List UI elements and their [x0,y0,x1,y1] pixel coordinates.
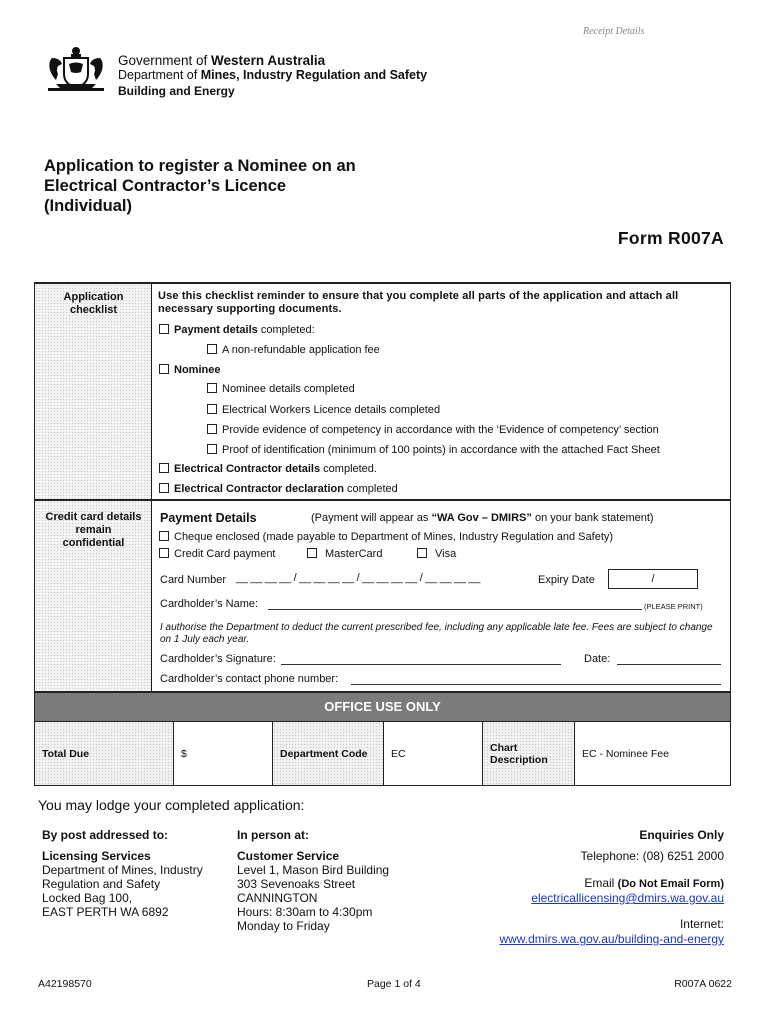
lodge-intro: You may lodge your completed application: [38,797,305,813]
cardholder-name-label: Cardholder’s Name: [160,598,259,610]
signature-label: Cardholder’s Signature: [160,653,276,665]
application-checklist-section [34,282,731,500]
payment-heading: Payment Details [160,511,257,525]
department-code-label: Department Code [273,722,384,785]
checklist-item-identification[interactable]: Proof of identification (minimum of 100 points) in accordance with the attached Fact Sheet [207,444,660,456]
credit-card-option[interactable]: Credit Card payment [159,548,276,560]
checkbox[interactable] [159,483,169,493]
authorisation-text: I authorise the Department to deduct the current prescribed fee, including any applicable late fee. Fees are subject to change on 1 July each year. [160,622,713,645]
email-link[interactable]: electricallicensing@dmirs.wa.gov.au [531,891,724,905]
internet-label: Internet: [679,917,724,931]
visa-option[interactable]: Visa [417,548,456,560]
form-title: Application to register a Nominee on an Electrical Contractor’s Licence (Individual) [44,157,356,215]
checkbox[interactable] [417,548,427,558]
checkbox[interactable] [159,324,169,334]
office-use-heading: OFFICE USE ONLY [34,692,731,722]
checklist-item-fee[interactable]: A non-refundable application fee [207,344,380,356]
document-id: A42198570 [38,978,92,990]
post-heading: By post addressed to: [42,828,169,842]
website-link[interactable]: www.dmirs.wa.gov.au/building-and-energy [499,932,724,946]
enquiries-heading: Enquiries Only [639,828,724,842]
expiry-date-field[interactable]: / [608,569,698,589]
checkbox[interactable] [207,404,217,414]
checkbox[interactable] [159,463,169,473]
cardholder-name-field[interactable] [268,609,642,610]
signature-field[interactable] [281,664,561,665]
payment-details-section [34,500,731,692]
card-number-label: Card Number [160,574,227,586]
checklist-item-competency[interactable]: Provide evidence of competency in accordance with the ‘Evidence of competency’ section [207,424,659,436]
government-name: Government of Western Australia [118,53,326,68]
total-due-value: $ [174,722,273,785]
date-label: Date: [584,653,611,665]
form-number: Form R007A [617,228,724,248]
checklist-item-ec-details[interactable]: Electrical Contractor details completed. [159,463,377,475]
receipt-details-label: Receipt Details [583,26,645,37]
page-number: Page 1 of 4 [367,978,421,990]
chart-description-label: Chart Description [483,722,575,785]
checklist-label: Application checklist [63,291,124,316]
office-use-row [34,722,731,786]
checkbox[interactable] [207,444,217,454]
checklist-item-ewl-details[interactable]: Electrical Workers Licence details completed [207,404,440,416]
checkbox[interactable] [159,531,169,541]
payment-confidential-label: Credit card details remain confidential [45,511,142,549]
division-name: Building and Energy [118,84,235,98]
expiry-date-label: Expiry Date [538,574,595,586]
checkbox[interactable] [159,548,169,558]
checklist-item-ec-declaration[interactable]: Electrical Contractor declaration completed [159,483,398,495]
post-address: Licensing Services Department of Mines, Industry Regulation and Safety Locked Bag 100, EAST PERTH WA 6892 [42,849,203,919]
department-name: Department of Mines, Industry Regulation and Safety [118,68,428,82]
in-person-heading: In person at: [237,828,310,842]
checklist-intro: Use this checklist reminder to ensure that you complete all parts of the application and attach all necessary supporting documents. [158,290,679,315]
checklist-label-cell [35,284,152,499]
total-due-label: Total Due [35,722,174,785]
cheque-option[interactable]: Cheque enclosed (made payable to Department of Mines, Industry Regulation and Safety) [159,531,613,543]
checklist-item-payment[interactable]: Payment details completed: [159,324,315,336]
checkbox[interactable] [207,424,217,434]
card-number-field[interactable]: __ __ __ __ / __ __ __ __ / __ __ __ __ / __ __ __ __ [236,572,481,584]
checkbox[interactable] [307,548,317,558]
chart-description-value: EC - Nominee Fee [582,747,669,760]
date-field[interactable] [617,664,721,665]
mastercard-option[interactable]: MasterCard [307,548,382,560]
payment-label-cell [35,501,152,691]
wa-coat-of-arms-logo [42,44,110,96]
please-print-note: (PLEASE PRINT) [644,602,703,611]
in-person-address: Customer Service Level 1, Mason Bird Building 303 Sevenoaks Street CANNINGTON Hours: 8:30am to 4:30pm Monday to Friday [237,849,390,933]
checkbox[interactable] [207,383,217,393]
checkbox[interactable] [159,364,169,374]
checklist-item-nominee[interactable]: Nominee [159,364,220,376]
contact-phone-label: Cardholder’s contact phone number: [160,673,339,685]
department-code-value: EC [384,722,483,785]
enquiries-email-label: Email (Do Not Email Form) [584,876,724,890]
form-version: R007A 0622 [674,978,732,990]
enquiries-telephone: Telephone: (08) 6251 2000 [580,849,724,863]
checklist-item-nominee-details[interactable]: Nominee details completed [207,383,355,395]
payment-statement-note: (Payment will appear as “WA Gov – DMIRS” on your bank statement) [311,512,654,524]
contact-phone-field[interactable] [351,684,721,685]
checkbox[interactable] [207,344,217,354]
